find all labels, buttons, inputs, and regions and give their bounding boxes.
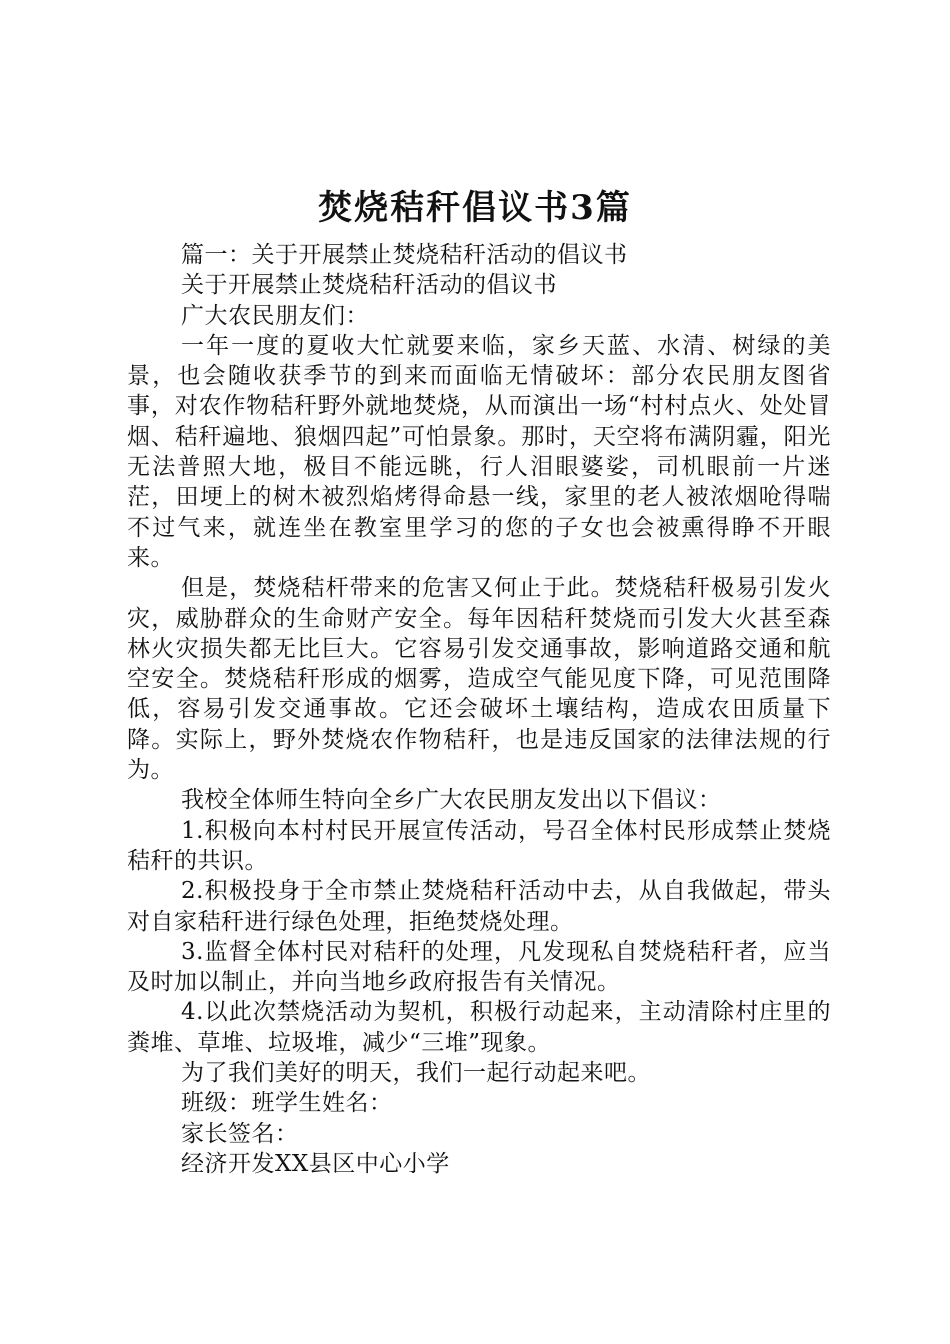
document-title: 焚烧秸秆倡议书3篇 (318, 188, 632, 228)
document-body (127, 240, 831, 1179)
salutation: 广大农民朋友们： (181, 302, 370, 329)
body-paragraph: 一年一度的夏收大忙就要来临，家乡天蓝、水清、树绿的美景，也会随收获季节的到来而面临无情破坏：部分农民朋友图省事，对农作物秸秆野外就地焚烧，从而演出一场“村村点火、处处冒烟、秸秆遍地、狼烟四起”可怕景象。那时，天空将布满阴霾，阳光无法普照大地，极目不能远眺，行人泪眼婆娑，司机眼前一片迷茫，田埂上的树木被烈焰烤得命悬一线，家里的老人被浓烟呛得喘不过气来，就连坐在教室里学习的您的子女也会被熏得睁不开眼来。 (127, 332, 831, 571)
section-heading: 篇一：关于开展禁止焚烧秸秆活动的倡议书 (181, 242, 628, 268)
letter-title: 关于开展禁止焚烧秸秆活动的倡议书 (181, 272, 558, 299)
parent-signature-line: 家长签名： (181, 1120, 299, 1147)
school-name: 经济开发XX县区中心小学 (181, 1150, 450, 1177)
proposal-intro: 我校全体师生特向全乡广大农民朋友发出以下倡议： (181, 787, 722, 814)
proposal-item: 1.积极向本村村民开展宣传活动，号召全体村民形成禁止焚烧秸秆的共识。 (127, 817, 831, 874)
proposal-item: 4.以此次禁烧活动为契机，积极行动起来，主动清除村庄里的粪堆、草堆、垃圾堆，减少“三堆”现象。 (127, 999, 831, 1056)
closing-line: 为了我们美好的明天，我们一起行动起来吧。 (181, 1060, 652, 1087)
proposal-item: 3.监督全体村民对秸秆的处理，凡发现私自焚烧秸秆者，应当及时加以制止，并向当地乡政府报告有关情况。 (127, 938, 831, 996)
body-paragraph: 但是，焚烧秸杆带来的危害又何止于此。焚烧秸秆极易引发火灾，威胁群众的生命财产安全。每年因秸秆焚烧而引发大火甚至森林火灾损失都无比巨大。它容易引发交通事故，影响道路交通和航空安全。焚烧秸秆形成的烟雾，造成空气能见度下降，可见范围降低，容易引发交通事故。它还会破坏土壤结构，造成农田质量下降。实际上，野外焚烧农作物秸秆，也是违反国家的法律法规的行为。 (127, 575, 831, 784)
proposal-item: 2.积极投身于全市禁止焚烧秸秆活动中去，从自我做起，带头对自家秸秆进行绿色处理，拒绝焚烧处理。 (127, 878, 831, 935)
class-student-line: 班级：班学生姓名： (181, 1090, 393, 1117)
